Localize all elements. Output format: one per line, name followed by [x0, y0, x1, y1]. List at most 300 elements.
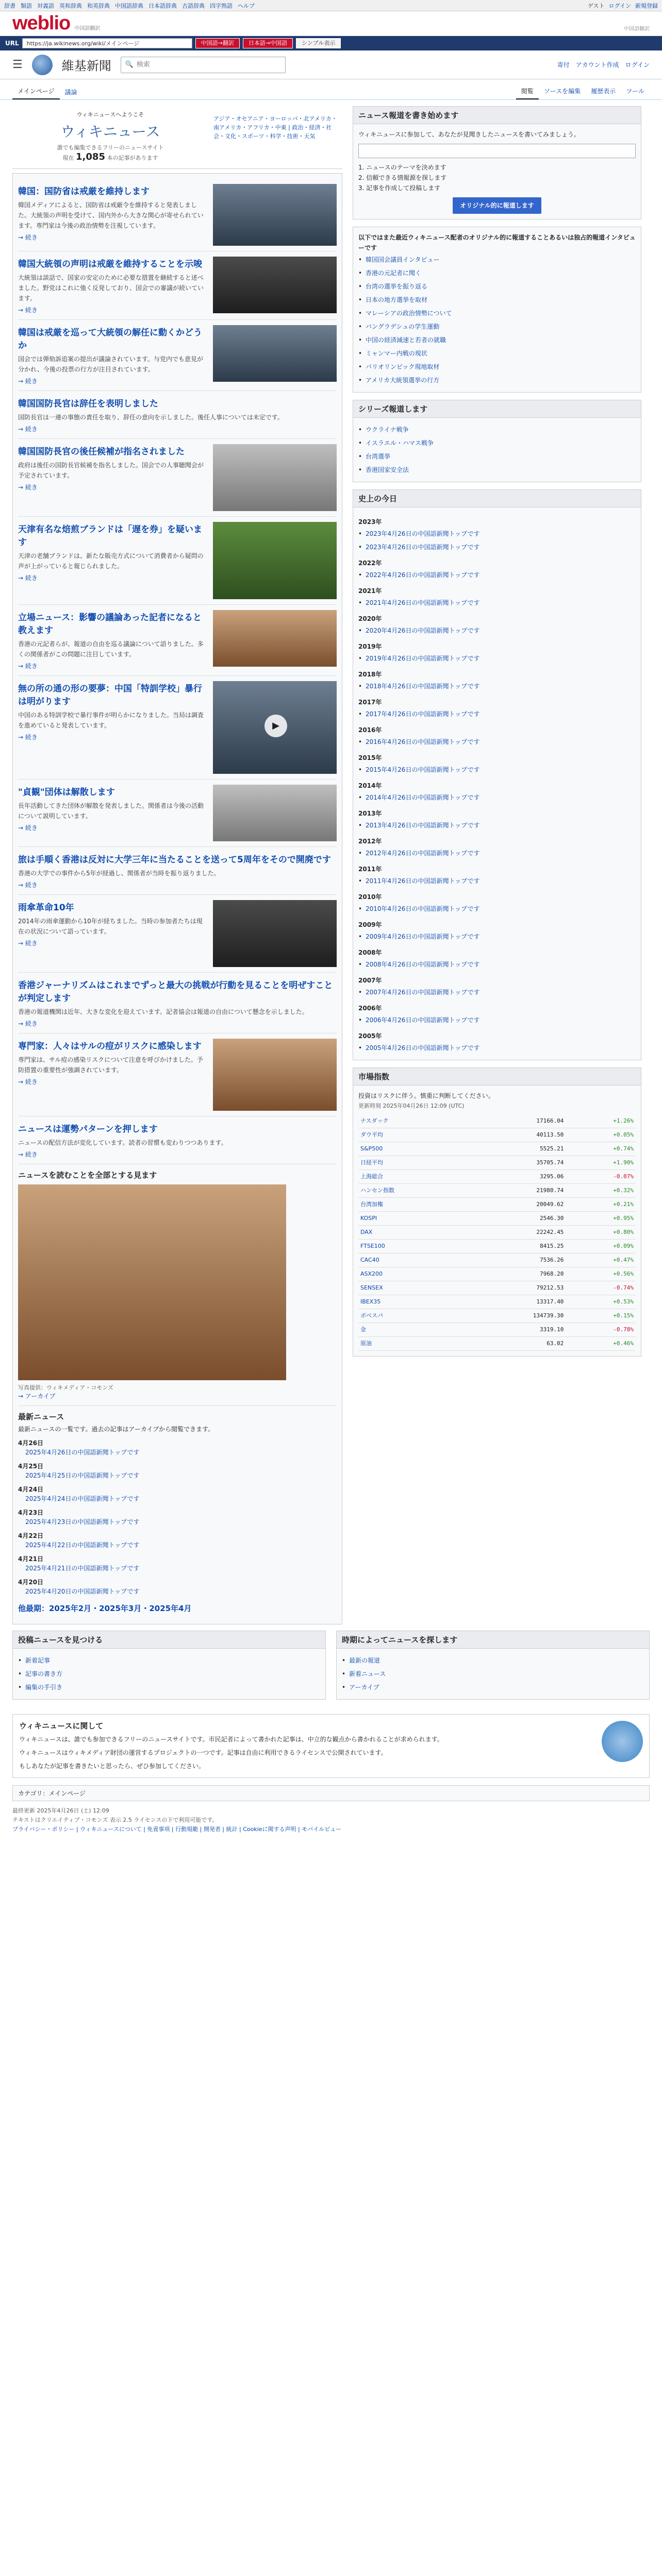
orig-item[interactable]: • 台湾の選挙を振り返る: [358, 280, 636, 293]
story-body: 天津の老舗ブランドは、新たな販売方式について消費者から疑問の声が上がっていると報じられました。: [18, 552, 204, 570]
history-item[interactable]: • 2007年4月26日の中国語新聞トップです: [358, 986, 636, 999]
weblio-header-right: 中国語翻訳: [624, 26, 650, 32]
register-link[interactable]: 新規登録: [635, 2, 658, 9]
history-year: 2014年: [358, 782, 382, 789]
date-entry[interactable]: 2025年4月23日の中国語新聞トップです: [25, 1518, 140, 1526]
topbar-link[interactable]: 和英辞典: [87, 2, 110, 9]
footer-link[interactable]: • 記事の書き方: [18, 1667, 320, 1681]
market-row: [358, 1142, 636, 1156]
story-more-link[interactable]: → 続き: [18, 426, 38, 433]
history-year: 2023年: [358, 518, 382, 526]
market-row: [358, 1253, 636, 1267]
topbar-link[interactable]: 古語辞典: [182, 2, 205, 9]
market-change: -0.78%: [566, 1323, 636, 1337]
story-more-link[interactable]: → 続き: [18, 484, 38, 491]
page-tabs: [0, 79, 662, 100]
story-title[interactable]: 韓国国防長官は辞任を表明しました: [18, 399, 158, 409]
market-value: 8415.25: [467, 1240, 566, 1253]
market-value: 79212.53: [467, 1281, 566, 1295]
market-name[interactable]: 日経平均: [358, 1156, 467, 1170]
intro-title: ウィキニュース: [60, 123, 160, 140]
market-value: 22242.45: [467, 1226, 566, 1240]
story-title[interactable]: 韓国は戒厳を巡って大統領の解任に動くかどうか: [18, 328, 202, 351]
market-change: -0.74%: [566, 1281, 636, 1295]
topbar-link[interactable]: 日本語辞典: [148, 2, 177, 9]
weblio-header: [0, 11, 662, 36]
tab-edit-source[interactable]: ソースを編集: [543, 88, 581, 95]
orig-item[interactable]: • パリオリンピック現地取材: [358, 360, 636, 374]
story-body: 香港の大学での事件から5年が経過し、関係者が当時を振り返りました。: [18, 870, 220, 877]
market-name[interactable]: ダウ平均: [358, 1128, 467, 1142]
date-entry[interactable]: 2025年4月25日の中国語新聞トップです: [25, 1472, 140, 1479]
market-name[interactable]: CAC40: [358, 1253, 467, 1267]
market-value: 35705.74: [467, 1156, 566, 1170]
story-photo[interactable]: [213, 325, 337, 382]
history-year: 2008年: [358, 949, 382, 956]
market-row: [358, 1128, 636, 1142]
market-change: +0.32%: [566, 1184, 636, 1198]
history-year: 2021年: [358, 587, 382, 595]
tab-history[interactable]: 履歴表示: [591, 88, 616, 95]
topbar-link[interactable]: ヘルプ: [238, 2, 255, 9]
market-row: [358, 1212, 636, 1226]
story-more-link[interactable]: → 続き: [18, 1020, 38, 1027]
market-row: [358, 1240, 636, 1253]
market-row: [358, 1323, 636, 1337]
series-item[interactable]: • 台湾選挙: [358, 450, 636, 463]
story-item: [18, 1116, 337, 1164]
intro-banner: [12, 106, 342, 169]
orig-item[interactable]: • 韓国国会議員インタビュー: [358, 253, 636, 266]
tab-main-page[interactable]: メインページ: [12, 83, 60, 99]
story-body: 大統領は談話で、国家の安定のために必要な措置を継続すると述べました。野党はこれに強く反発しており、国会での審議が続いています。: [18, 274, 204, 302]
history-box: [353, 489, 641, 1060]
history-item[interactable]: • 2010年4月26日の中国語新聞トップです: [358, 902, 636, 916]
story-title[interactable]: 香港ジャーナリズムはこれまでずっと最大の挑戦が行動を見ることを明ぜすことが判定します: [18, 980, 333, 1004]
market-change: +0.74%: [566, 1142, 636, 1156]
story-photo[interactable]: [213, 610, 337, 667]
story-item: [18, 779, 337, 847]
content-wrap: [0, 100, 662, 1631]
footer-links[interactable]: プライバシー・ポリシー | ウィキニュースについて | 免責事項 | 行動規範 | 開発者 | 統計 | Cookieに関する声明 | モバイルビュー: [12, 1826, 342, 1833]
market-change: +0.46%: [566, 1337, 636, 1351]
market-change: +1.26%: [566, 1114, 636, 1128]
history-item[interactable]: • 2020年4月26日の中国語新聞トップです: [358, 624, 636, 637]
main-column: [12, 106, 342, 1624]
tab-talk[interactable]: 議論: [64, 89, 77, 96]
date-label: 4月26日: [18, 1439, 44, 1447]
market-value: 17166.04: [467, 1114, 566, 1128]
history-item[interactable]: • 2011年4月26日の中国語新聞トップです: [358, 874, 636, 888]
story-more-link[interactable]: → 続き: [18, 824, 38, 832]
photo-section: [18, 1164, 337, 1406]
user-links: [557, 60, 650, 69]
story-body: 香港の報道機関は近年、大きな変化を迎えています。記者協会は報道の自由について懸念を示しました。: [18, 1008, 308, 1015]
date-label: 4月23日: [18, 1509, 44, 1516]
date-label: 4月22日: [18, 1532, 44, 1539]
footer-link[interactable]: • 最新の報道: [342, 1654, 644, 1667]
history-year: 2016年: [358, 726, 382, 734]
history-item[interactable]: • 2013年4月26日の中国語新聞トップです: [358, 819, 636, 832]
history-title: 史上の今日: [353, 490, 641, 507]
howto-title: ニュース報道を書き始めます: [353, 107, 641, 124]
market-row: [358, 1184, 636, 1198]
history-item[interactable]: • 2023年4月26日の中国語新聞トップです: [358, 540, 636, 554]
story-item: [18, 895, 337, 973]
market-name[interactable]: 原油: [358, 1337, 467, 1351]
market-row: [358, 1267, 636, 1281]
market-name[interactable]: DAX: [358, 1226, 467, 1240]
market-change: +1.90%: [566, 1156, 636, 1170]
market-change: +0.95%: [566, 1212, 636, 1226]
history-item[interactable]: • 2009年4月26日の中国語新聞トップです: [358, 930, 636, 943]
market-change: -0.07%: [566, 1170, 636, 1184]
market-value: 40113.50: [467, 1128, 566, 1142]
story-title[interactable]: "貞観"団体は解散します: [18, 787, 115, 798]
story-item: [18, 1033, 337, 1116]
story-more-link[interactable]: → 続き: [18, 663, 38, 670]
story-body: 香港の元記者らが、報道の自由を巡る議論について語りました。多くの関係者がこの問題に注目しています。: [18, 640, 204, 658]
url-bar: [0, 36, 662, 50]
guest-label: ゲスト: [587, 2, 605, 9]
market-value: 3295.06: [467, 1170, 566, 1184]
market-value: 3319.10: [467, 1323, 566, 1337]
search-input[interactable]: [137, 61, 281, 69]
wikinews-logo-icon[interactable]: [32, 55, 53, 75]
history-year: 2011年: [358, 866, 382, 873]
story-photo[interactable]: [213, 257, 337, 313]
market-row: [358, 1337, 636, 1351]
topbar-link[interactable]: 類語: [21, 2, 32, 9]
intro-welcome: ウィキニュースへようこそ: [76, 111, 144, 118]
market-name[interactable]: ASX200: [358, 1267, 467, 1281]
history-year: 2006年: [358, 1005, 382, 1012]
story-title[interactable]: ニュースは運勢パターンを押します: [18, 1124, 158, 1134]
story-body: 国防長官は一連の事態の責任を取り、辞任の意向を示しました。後任人事については未定です。: [18, 414, 284, 421]
date-label: 4月24日: [18, 1486, 44, 1493]
history-item[interactable]: • 2008年4月26日の中国語新聞トップです: [358, 958, 636, 971]
series-title: シリーズ報道します: [353, 400, 641, 418]
market-value: 21980.74: [467, 1184, 566, 1198]
donate-link[interactable]: 寄付: [557, 61, 570, 69]
new-article-input[interactable]: [358, 144, 636, 158]
tab-tools[interactable]: ツール: [626, 88, 644, 95]
orig-item[interactable]: • マレーシアの政治情勢について: [358, 307, 636, 320]
history-year: 2007年: [358, 977, 382, 984]
story-photo[interactable]: [213, 1039, 337, 1111]
recent-intro: 最新ニュースの一覧です。過去の記事はアーカイブから閲覧できます。: [18, 1426, 214, 1433]
create-account-link[interactable]: アカウント作成: [575, 61, 619, 69]
market-value: 2546.30: [467, 1212, 566, 1226]
orig-item[interactable]: • バングラデシュの学生運動: [358, 320, 636, 333]
original-report-button[interactable]: オリジナル的に報道します: [453, 197, 541, 214]
orig-item[interactable]: • 中国の経済減速と若者の就職: [358, 333, 636, 347]
market-name[interactable]: ナスダック: [358, 1114, 467, 1128]
story-more-link[interactable]: → 続き: [18, 307, 38, 314]
weblio-logo[interactable]: weblio: [12, 12, 71, 34]
market-note: 投資はリスクに伴う。慎重に判断してください。: [358, 1092, 494, 1099]
url-input[interactable]: https://ja.wikinews.org/wiki/メインページ: [22, 38, 192, 48]
history-item[interactable]: • 2019年4月26日の中国語新聞トップです: [358, 652, 636, 665]
simple-view-button[interactable]: シンプル表示: [296, 38, 341, 48]
history-year: 2015年: [358, 754, 382, 761]
history-year: 2019年: [358, 643, 382, 650]
history-item[interactable]: • 2023年4月26日の中国語新聞トップです: [358, 527, 636, 540]
date-entry[interactable]: 2025年4月21日の中国語新聞トップです: [25, 1565, 140, 1572]
market-change: +0.56%: [566, 1267, 636, 1281]
market-name[interactable]: S&P500: [358, 1142, 467, 1156]
stories-list: [12, 173, 342, 1624]
story-item: [18, 605, 337, 676]
orig-item[interactable]: • 香港の元記者に聞く: [358, 266, 636, 280]
history-year: 2009年: [358, 921, 382, 928]
market-name[interactable]: IBEX35: [358, 1295, 467, 1309]
story-more-link[interactable]: → 続き: [18, 734, 38, 741]
market-change: +0.05%: [566, 1128, 636, 1142]
site-name[interactable]: 維基新聞: [61, 59, 111, 73]
market-change: +0.47%: [566, 1253, 636, 1267]
story-body: 韓国メディアによると、国防省は戒厳令を維持すると発表しました。大統領の声明を受けて、国内外から大きな関心が寄せられています。専門家は今後の政治情勢を注視しています。: [18, 201, 204, 229]
footer-nav: [12, 1631, 650, 1707]
history-item[interactable]: • 2016年4月26日の中国語新聞トップです: [358, 735, 636, 749]
history-item[interactable]: • 2015年4月26日の中国語新聞トップです: [358, 763, 636, 776]
history-year: 2022年: [358, 560, 382, 567]
story-title[interactable]: 天津有名な焙煎ブランドは「遅を券」を疑います: [18, 524, 202, 548]
story-body: 専門家は、サル痘の感染リスクについて注意を呼びかけました。予防措置の重要性が強調されています。: [18, 1056, 203, 1074]
story-title[interactable]: 無の所の通の形の要夢：中国「特訓学校」暴行は明がります: [18, 684, 202, 707]
footer-right-title: 時期によってニュースを探します: [337, 1631, 649, 1649]
date-label: 4月21日: [18, 1555, 44, 1563]
market-row: [358, 1198, 636, 1212]
market-value: 13317.40: [467, 1295, 566, 1309]
series-item[interactable]: • ウクライナ戦争: [358, 423, 636, 436]
story-more-link[interactable]: → 続き: [18, 1078, 38, 1086]
story-item: [18, 179, 337, 251]
page-footer: [12, 1806, 650, 1834]
count-prefix: 現在: [62, 155, 74, 161]
story-photo[interactable]: [213, 785, 337, 841]
recent-heading: 最新ニュース: [18, 1412, 64, 1421]
market-value: 20049.62: [467, 1198, 566, 1212]
story-body: 2014年の雨傘運動から10年が経ちました。当時の参加者たちは現在の状況について語っています。: [18, 918, 203, 935]
license-text: テキストはクリエイティブ・コモンズ 表示 2.5 ライセンスの下で利用可能です。: [12, 1817, 218, 1823]
story-photo[interactable]: [213, 900, 337, 967]
market-value: 7536.26: [467, 1253, 566, 1267]
story-more-link[interactable]: → 続き: [18, 1151, 38, 1158]
market-table: [358, 1114, 636, 1351]
wikimedia-logo-icon[interactable]: [602, 1721, 643, 1762]
history-item[interactable]: • 2018年4月26日の中国語新聞トップです: [358, 680, 636, 693]
story-more-link[interactable]: → 続き: [18, 378, 38, 385]
story-item: [18, 847, 337, 895]
market-row: [358, 1156, 636, 1170]
photo-caption: 写真提供：ウィキメディア・コモンズ: [18, 1384, 113, 1391]
topbar-link[interactable]: 対義語: [37, 2, 54, 9]
date-entry[interactable]: 2025年4月22日の中国語新聞トップです: [25, 1541, 140, 1549]
wikinews-header: [0, 50, 662, 79]
about-paragraph: ウィキニュースはウィキメディア財団の運営するプロジェクトの一つです。記事は自由に利用できるライセンスで公開されています。: [19, 1749, 387, 1756]
photo-more-link[interactable]: → アーカイブ: [18, 1393, 56, 1400]
story-title[interactable]: 専門家：人々はサルの痘がリスクに感染します: [18, 1041, 202, 1052]
series-item[interactable]: • イスラエル・ハマス戦争: [358, 436, 636, 450]
story-video[interactable]: [213, 681, 337, 774]
orig-item[interactable]: • ミャンマー内戦の現状: [358, 347, 636, 360]
market-name[interactable]: 金: [358, 1323, 467, 1337]
story-more-link[interactable]: → 続き: [18, 882, 38, 889]
story-body: 国会では弾劾訴追案の提出が議論されています。与党内でも意見が分かれ、今後の投票の行方が注目されています。: [18, 355, 204, 373]
history-item[interactable]: • 2022年4月26日の中国語新聞トップです: [358, 568, 636, 582]
history-item[interactable]: • 2017年4月26日の中国語新聞トップです: [358, 707, 636, 721]
market-change: +0.15%: [566, 1309, 636, 1323]
market-row: [358, 1170, 636, 1184]
about-section: [12, 1714, 650, 1778]
story-title[interactable]: 雨傘革命10年: [18, 903, 74, 913]
topbar-link[interactable]: 四字熟語: [210, 2, 233, 9]
howto-text: ウィキニュースに参加して、あなたが見聞きしたニュースを書いてみましょう。: [358, 131, 580, 138]
market-row: [358, 1281, 636, 1295]
market-change: +0.21%: [566, 1198, 636, 1212]
market-change: +0.80%: [566, 1226, 636, 1240]
market-name[interactable]: ハンセン指数: [358, 1184, 467, 1198]
login-link[interactable]: ログイン: [608, 2, 631, 9]
topbar-link[interactable]: 英和辞典: [59, 2, 82, 9]
series-item[interactable]: • 香港国家安全法: [358, 463, 636, 477]
orig-item[interactable]: • 日本の地方選挙を取材: [358, 293, 636, 307]
howto-box: [353, 106, 641, 219]
story-body: ニュースの配信方法が変化しています。読者の習慣も変わりつつあります。: [18, 1139, 227, 1146]
story-title[interactable]: 韓国大統領の声明は戒厳を維持することを示唆: [18, 259, 202, 269]
story-body: 長年活動してきた団体が解散を発表しました。関係者は今後の活動について説明しています。: [18, 802, 204, 820]
market-value: 7968.20: [467, 1267, 566, 1281]
market-change: +0.09%: [566, 1240, 636, 1253]
market-name[interactable]: ボベスパ: [358, 1309, 467, 1323]
play-icon[interactable]: ▶: [264, 715, 287, 737]
story-item: [18, 676, 337, 779]
history-year: 2010年: [358, 893, 382, 901]
recent-news: [18, 1406, 337, 1619]
history-item[interactable]: • 2014年4月26日の中国語新聞トップです: [358, 791, 636, 804]
orig-title: 以下ではまた最近ウィキニュース配者のオリジナル的に報道することあるいは独占的報道インタビューです: [358, 234, 636, 251]
article-count: 1,085: [76, 151, 105, 162]
intro-tagline: 誰でも編集できるフリーのニュースサイト: [57, 144, 164, 151]
story-photo[interactable]: [213, 444, 337, 511]
featured-photo[interactable]: [18, 1184, 286, 1380]
story-title[interactable]: 韓国国防長官の後任候補が指名されました: [18, 447, 185, 457]
story-item: [18, 320, 337, 391]
history-year: 2020年: [358, 615, 382, 622]
story-more-link[interactable]: → 続き: [18, 940, 38, 947]
market-title: 市場指数: [353, 1068, 641, 1086]
story-title[interactable]: 韓国：国防省は戒厳を維持します: [18, 187, 150, 197]
story-item: [18, 973, 337, 1033]
orig-item[interactable]: • アメリカ大統領選挙の行方: [358, 374, 636, 387]
weblio-logo-sub: 中国語翻訳: [74, 26, 101, 31]
market-name[interactable]: 台湾加権: [358, 1198, 467, 1212]
footer-link[interactable]: • 新着記事: [18, 1654, 320, 1667]
menu-icon[interactable]: ☰: [12, 58, 23, 71]
series-box: [353, 400, 641, 482]
footer-left-title: 投稿ニュースを見つける: [13, 1631, 325, 1649]
market-name[interactable]: SENSEX: [358, 1281, 467, 1295]
topbar-link[interactable]: 辞書: [4, 2, 15, 9]
topbar-link[interactable]: 中国語辞典: [115, 2, 143, 9]
sidebar: [353, 106, 641, 1624]
story-item: [18, 391, 337, 439]
story-more-link[interactable]: → 続き: [18, 574, 38, 582]
howto-step: 2. 信頼できる情報源を探します: [358, 174, 447, 181]
story-photo[interactable]: [213, 522, 337, 599]
translate-ja-button[interactable]: 日本語→中国語: [243, 38, 293, 48]
market-value: 63.02: [467, 1337, 566, 1351]
market-change: +0.53%: [566, 1295, 636, 1309]
date-label: 4月25日: [18, 1463, 44, 1470]
market-row: [358, 1226, 636, 1240]
search-box[interactable]: [121, 57, 286, 73]
footer-link[interactable]: • アーカイブ: [342, 1681, 644, 1694]
story-title[interactable]: 旅は手順く香港は反対に大学三年に当たることを送って5周年をそので開廃です: [18, 855, 331, 865]
url-label: URL: [5, 40, 19, 47]
market-time: 更新時刻 2025年04月26日 12:09 (UTC): [358, 1103, 465, 1109]
story-body: 中国のある特訓学校で暴行事件が明らかになりました。当局は調査を進めていると発表しています。: [18, 711, 204, 729]
story-body: 政府は後任の国防長官候補を指名しました。国会での人事聴聞会が予定されています。: [18, 462, 204, 479]
story-item: [18, 251, 337, 320]
about-paragraph: ウィキニュースは、誰でも参加できるフリーのニュースサイトです。市民記者によって書かれた記事は、中立的な観点から書かれることが求められます。: [19, 1736, 443, 1743]
market-name[interactable]: 上海総合: [358, 1170, 467, 1184]
market-row: [358, 1309, 636, 1323]
login-link[interactable]: ログイン: [625, 61, 650, 69]
date-entry[interactable]: 2025年4月26日の中国語新聞トップです: [25, 1449, 140, 1456]
category-bar[interactable]: カテゴリ：メインページ: [12, 1785, 650, 1801]
translate-zh-button[interactable]: 中国語→翻訳: [195, 38, 240, 48]
weblio-topbar: [0, 0, 662, 11]
intro-links[interactable]: アジア・オセアニア・ヨーロッパ・北アメリカ・南アメリカ・アフリカ・中東 | 政治・経済・社会・文化・スポーツ・科学・技術・天気: [213, 115, 337, 140]
date-entry[interactable]: 2025年4月20日の中国語新聞トップです: [25, 1588, 140, 1595]
market-value: 134739.30: [467, 1309, 566, 1323]
story-item: [18, 439, 337, 517]
history-year: 2017年: [358, 699, 382, 706]
about-paragraph: もしあなたが記事を書きたいと思ったら、ぜひ参加してください。: [19, 1762, 205, 1770]
history-year: 2013年: [358, 810, 382, 817]
history-item[interactable]: • 2006年4月26日の中国語新聞トップです: [358, 1013, 636, 1027]
tab-read[interactable]: 閲覧: [516, 83, 539, 99]
search-icon: 🔍: [125, 61, 134, 69]
date-entry[interactable]: 2025年4月24日の中国語新聞トップです: [25, 1495, 140, 1502]
howto-step: 3. 記事を作成して投稿します: [358, 184, 441, 192]
story-more-link[interactable]: → 続き: [18, 234, 38, 241]
history-item[interactable]: • 2012年4月26日の中国語新聞トップです: [358, 846, 636, 860]
market-name[interactable]: FTSE100: [358, 1240, 467, 1253]
history-year: 2018年: [358, 671, 382, 678]
count-suffix: 本の記事があります: [107, 155, 158, 161]
archive-link[interactable]: 他最期：2025年2月・2025年3月・2025年4月: [18, 1604, 192, 1613]
original-reports-box: [353, 227, 641, 393]
history-year: 2012年: [358, 838, 382, 845]
history-item[interactable]: • 2021年4月26日の中国語新聞トップです: [358, 596, 636, 609]
story-photo[interactable]: [213, 184, 337, 246]
date-label: 4月20日: [18, 1579, 44, 1586]
history-year: 2005年: [358, 1032, 382, 1040]
footer-link[interactable]: • 編集の手引き: [18, 1681, 320, 1694]
story-title[interactable]: 立場ニュース：影響の議論あった記者になると教えます: [18, 613, 202, 636]
market-box: [353, 1067, 641, 1357]
last-modified: 最終更新 2025年4月26日 (土) 12:09: [12, 1807, 109, 1814]
howto-step: 1. ニュースのテーマを決めます: [358, 164, 446, 171]
history-item[interactable]: • 2005年4月26日の中国語新聞トップです: [358, 1041, 636, 1055]
market-row: [358, 1114, 636, 1128]
market-name[interactable]: KOSPI: [358, 1212, 467, 1226]
footer-link[interactable]: • 新着ニュース: [342, 1667, 644, 1681]
market-value: 5525.21: [467, 1142, 566, 1156]
